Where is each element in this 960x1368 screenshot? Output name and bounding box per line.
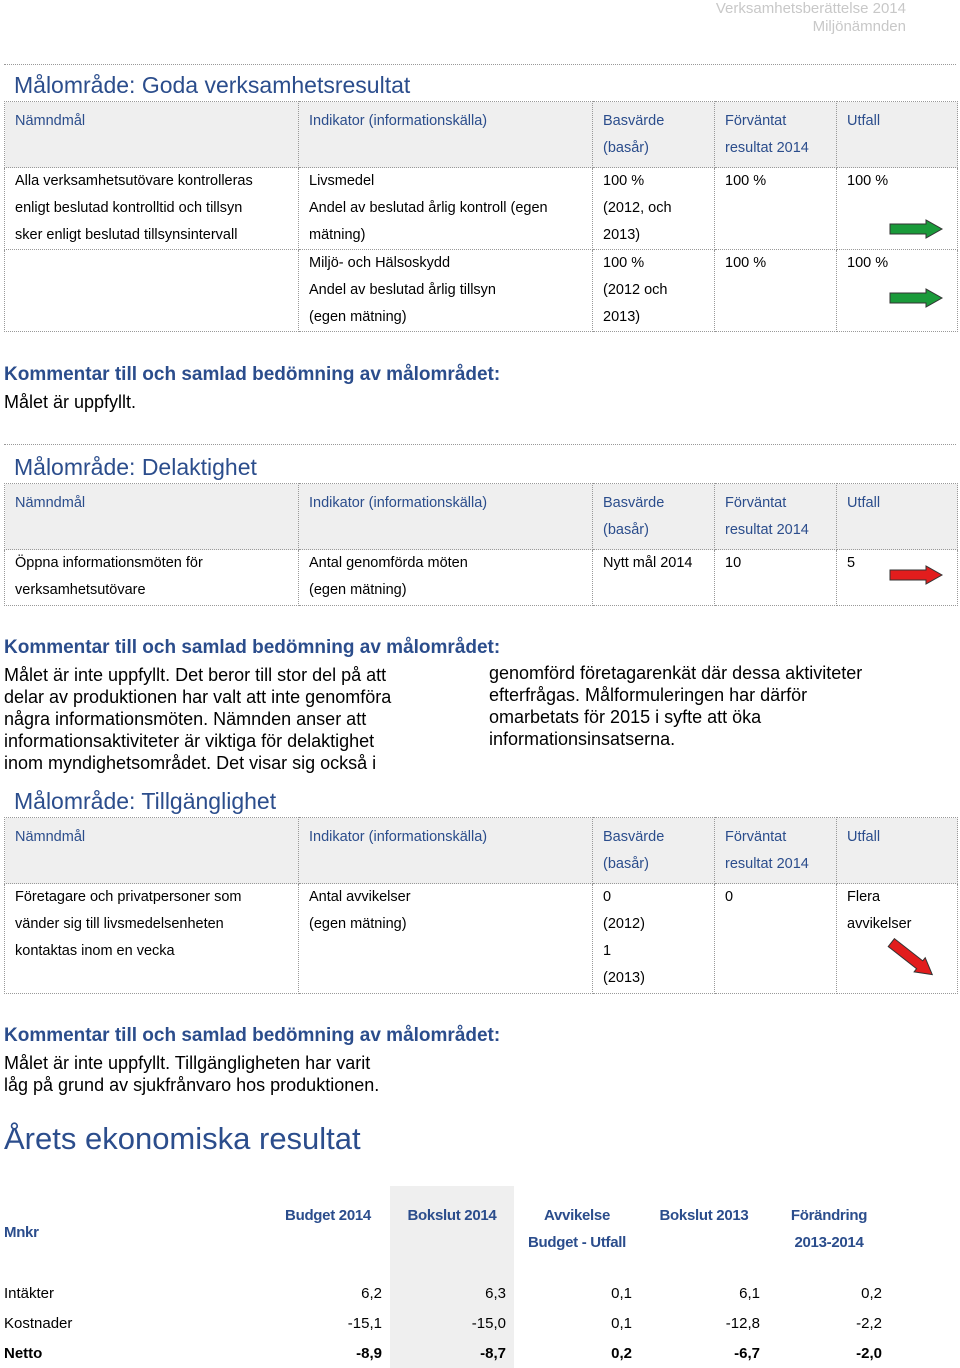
table-header-row bbox=[5, 818, 958, 884]
col-utfall: Utfall bbox=[837, 484, 958, 550]
table-row bbox=[5, 250, 958, 332]
expected-cell: 100 % bbox=[715, 250, 837, 332]
row-label: Netto bbox=[4, 1344, 43, 1362]
col-forvantat: Förväntat resultat 2014 bbox=[715, 484, 837, 550]
col-basvarde: Basvärde (basår) bbox=[593, 484, 715, 550]
avvikelse-cell: 0,1 bbox=[611, 1314, 632, 1332]
indicator-cell: Antal avvikelser (egen mätning) bbox=[299, 884, 593, 994]
red-down-right-arrow-icon bbox=[884, 938, 938, 978]
col-avvikelse: Avvikelse Budget - Utfall bbox=[528, 1207, 626, 1251]
baseline-cell: 0 (2012) 1 (2013) bbox=[593, 884, 715, 994]
section-title-tillganglighet: Målområde: Tillgänglighet bbox=[14, 788, 277, 814]
goal-cell: Öppna informationsmöten för verksamhetsutövare bbox=[5, 550, 299, 606]
goal-cell: Företagare och privatpersoner som vänder sig till livsmedelsenheten kontaktas inom en vecka bbox=[5, 884, 299, 994]
comment-text: Målet är inte uppfyllt. Tillgängligheten har varit låg på grund av sjukfrånvaro hos produktionen. bbox=[4, 1053, 380, 1095]
table-row bbox=[5, 884, 958, 994]
table-header-row bbox=[5, 102, 958, 168]
economy-title: Årets ekonomiska resultat bbox=[4, 1121, 361, 1156]
green-right-arrow-icon bbox=[888, 288, 944, 308]
outcome-cell: 100 % bbox=[837, 168, 958, 250]
comment-heading: Kommentar till och samlad bedömning av målområdet: bbox=[4, 1025, 501, 1046]
comment-text: Målet är uppfyllt. bbox=[4, 392, 137, 412]
divider bbox=[4, 444, 956, 445]
expected-cell: 100 % bbox=[715, 168, 837, 250]
col-forandring: Förändring 2013-2014 bbox=[790, 1207, 868, 1251]
col-budget-2014: Budget 2014 bbox=[285, 1207, 371, 1224]
goal-cell: Alla verksamhetsutövare kontrolleras enligt beslutad kontrolltid och tillsyn sker enligt beslutad tillsynsintervall bbox=[5, 168, 299, 250]
economy-table bbox=[4, 1186, 890, 1368]
col-indikator: Indikator (informationskälla) bbox=[299, 102, 593, 168]
col-basvarde: Basvärde (basår) bbox=[593, 818, 715, 884]
bokslut-2013-cell: -6,7 bbox=[734, 1344, 760, 1362]
document-header bbox=[716, 0, 906, 36]
outcome-cell: Flera avvikelser bbox=[837, 884, 958, 994]
budget-cell: 6,2 bbox=[361, 1284, 382, 1302]
forandring-cell: -2,0 bbox=[856, 1344, 882, 1362]
indicator-cell: Miljö- och Hälsoskydd Andel av beslutad årlig tillsyn (egen mätning) bbox=[299, 250, 593, 332]
table-row bbox=[5, 168, 958, 250]
comment-text-right: genomförd företagarenkät där dessa aktiviteter efterfrågas. Målformuleringen har därför omarbetats för 2015 i syfte att öka informationsinsatserna. bbox=[489, 663, 863, 749]
col-nammndmal: Nämndmål bbox=[5, 102, 299, 168]
baseline-cell: 100 % (2012 och 2013) bbox=[593, 250, 715, 332]
red-right-arrow-icon bbox=[888, 565, 944, 585]
budget-cell: -15,1 bbox=[347, 1314, 382, 1332]
avvikelse-cell: 0,1 bbox=[611, 1284, 632, 1302]
table-header-row bbox=[5, 484, 958, 550]
outcome-cell: 100 % bbox=[837, 250, 958, 332]
bokslut-2013-cell: -12,8 bbox=[725, 1314, 760, 1332]
economy-header-row bbox=[4, 1186, 890, 1278]
expected-cell: 10 bbox=[715, 550, 837, 606]
bokslut-2013-cell: 6,1 bbox=[739, 1284, 760, 1302]
divider bbox=[4, 64, 956, 65]
comment-heading: Kommentar till och samlad bedömning av målområdet: bbox=[4, 637, 501, 658]
goal-table-tillganglighet bbox=[4, 817, 958, 994]
col-bokslut-2013: Bokslut 2013 bbox=[659, 1207, 749, 1224]
avvikelse-cell: 0,2 bbox=[611, 1344, 632, 1362]
comment-heading: Kommentar till och samlad bedömning av målområdet: bbox=[4, 364, 501, 385]
indicator-cell: Antal genomförda möten (egen mätning) bbox=[299, 550, 593, 606]
col-basvarde: Basvärde (basår) bbox=[593, 102, 715, 168]
col-indikator: Indikator (informationskälla) bbox=[299, 484, 593, 550]
report-title: Verksamhetsberättelse 2014 bbox=[715, 0, 906, 17]
col-utfall: Utfall bbox=[837, 102, 958, 168]
row-label: Kostnader bbox=[4, 1314, 73, 1332]
col-nammndmal: Nämndmål bbox=[5, 484, 299, 550]
col-nammndmal: Nämndmål bbox=[5, 818, 299, 884]
col-forvantat: Förväntat resultat 2014 bbox=[715, 818, 837, 884]
goal-table-goda bbox=[4, 101, 958, 332]
baseline-cell: Nytt mål 2014 bbox=[593, 550, 715, 606]
outcome-cell: 5 bbox=[837, 550, 958, 606]
col-indikator: Indikator (informationskälla) bbox=[299, 818, 593, 884]
goal-cell bbox=[5, 250, 299, 332]
bokslut-2014-cell: 6,3 bbox=[390, 1278, 514, 1308]
table-row bbox=[4, 1278, 890, 1308]
section-title-delaktighet: Målområde: Delaktighet bbox=[14, 454, 257, 480]
expected-cell: 0 bbox=[715, 884, 837, 994]
table-row bbox=[4, 1308, 890, 1338]
row-label: Intäkter bbox=[4, 1284, 55, 1302]
table-row bbox=[5, 550, 958, 606]
committee-name: Miljönämnden bbox=[812, 18, 906, 35]
comment-text-left: Målet är inte uppfyllt. Det beror till stor del på att delar av produktionen har valt att inte genomföra några informationsmöten. Nämnden anser att informationsaktiviteter är viktiga för delaktighet inom myndighetsområdet. Det visar sig också i bbox=[4, 665, 392, 773]
col-utfall: Utfall bbox=[837, 818, 958, 884]
bokslut-2014-cell: -8,7 bbox=[390, 1338, 514, 1368]
green-right-arrow-icon bbox=[888, 219, 944, 239]
bokslut-2014-cell: -15,0 bbox=[390, 1308, 514, 1338]
budget-cell: -8,9 bbox=[356, 1344, 382, 1362]
goal-table-delaktighet bbox=[4, 483, 958, 606]
forandring-cell: -2,2 bbox=[856, 1314, 882, 1332]
forandring-cell: 0,2 bbox=[861, 1284, 882, 1302]
col-mnkr: Mnkr bbox=[4, 1223, 39, 1241]
col-forvantat: Förväntat resultat 2014 bbox=[715, 102, 837, 168]
indicator-cell: Livsmedel Andel av beslutad årlig kontroll (egen mätning) bbox=[299, 168, 593, 250]
table-row bbox=[4, 1338, 890, 1368]
baseline-cell: 100 % (2012, och 2013) bbox=[593, 168, 715, 250]
section-title-goda: Målområde: Goda verksamhetsresultat bbox=[14, 72, 411, 98]
col-bokslut-2014: Bokslut 2014 bbox=[390, 1186, 514, 1278]
